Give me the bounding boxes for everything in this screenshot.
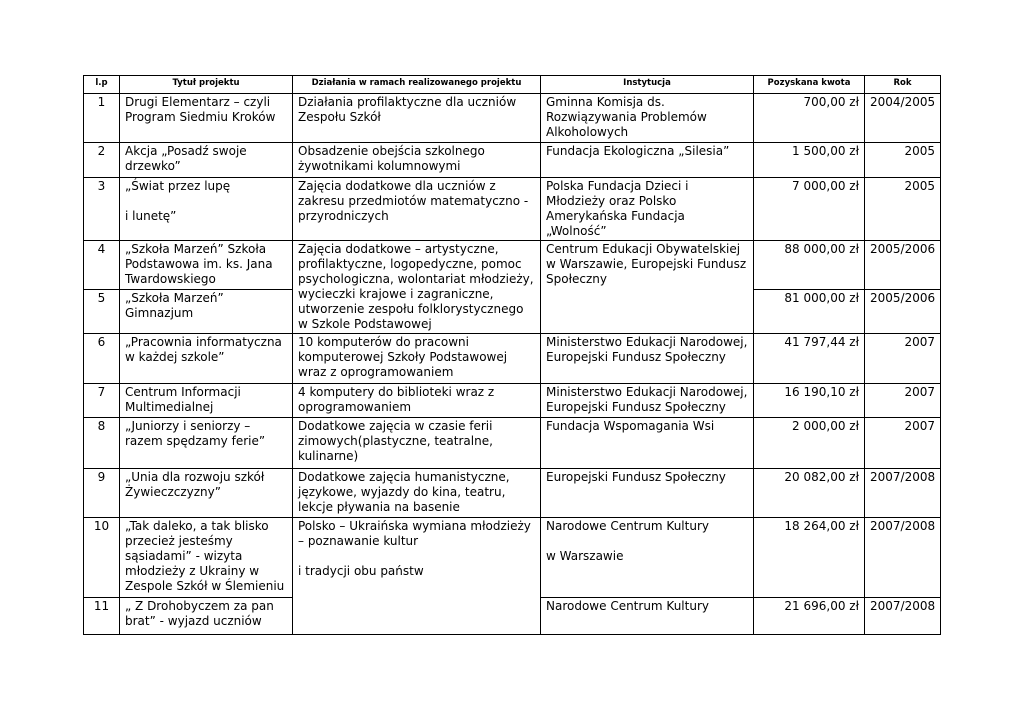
table-row	[84, 469, 941, 518]
row-title: Centrum Informacji Multimedialnej	[120, 384, 293, 418]
table-row	[84, 94, 941, 143]
row-lp: 7	[84, 384, 120, 418]
row-institution: Fundacja Wspomagania Wsi	[541, 418, 754, 469]
row-title-line: i lunetę”	[125, 209, 177, 223]
row-year: 2005/2006	[865, 290, 941, 334]
row-amount: 18 264,00 zł	[754, 518, 865, 598]
row-actions: Obsadzenie obejścia szkolnego żywotnikami kolumnowymi	[293, 143, 541, 178]
row-year: 2007/2008	[865, 598, 941, 635]
row-actions: Zajęcia dodatkowe – artystyczne, profilaktyczne, logopedyczne, pomoc psychologiczna, wolontariat młodzieży, wycieczki krajowe i zagraniczne, utworzenie zespołu folklorystycznego w Szkole Podstawowej	[293, 241, 541, 334]
table-header-row	[84, 76, 941, 94]
row-amount: 88 000,00 zł	[754, 241, 865, 290]
row-amount: 41 797,44 zł	[754, 334, 865, 384]
header-year: Rok	[865, 76, 941, 94]
row-year: 2005/2006	[865, 241, 941, 290]
row-amount: 2 000,00 zł	[754, 418, 865, 469]
row-institution-line: w Warszawie	[546, 549, 624, 563]
row-lp: 3	[84, 178, 120, 241]
row-institution: Centrum Edukacji Obywatelskiej w Warszawie, Europejski Fundusz Społeczny	[541, 241, 754, 334]
row-lp: 10	[84, 518, 120, 598]
row-actions: Dodatkowe zajęcia w czasie ferii zimowych(plastyczne, teatralne, kulinarne)	[293, 418, 541, 469]
row-year: 2004/2005	[865, 94, 941, 143]
row-title	[120, 178, 293, 241]
row-institution: Gminna Komisja ds. Rozwiązywania Problemów Alkoholowych	[541, 94, 754, 143]
row-lp: 1	[84, 94, 120, 143]
row-title: „Unia dla rozwoju szkół Żywieczczyzny”	[120, 469, 293, 518]
row-amount: 700,00 zł	[754, 94, 865, 143]
row-actions: Dodatkowe zajęcia humanistyczne, językowe, wyjazdy do kina, teatru, lekcje pływania na basenie	[293, 469, 541, 518]
table-row	[84, 143, 941, 178]
row-year: 2005	[865, 178, 941, 241]
row-title: „ Z Drohobyczem za pan brat” - wyjazd uczniów	[120, 598, 293, 635]
row-actions-line: Polsko – Ukraińska wymiana młodzieży – poznawanie kultur	[298, 519, 531, 548]
row-title: „Tak daleko, a tak blisko przecież jesteśmy sąsiadami” - wizyta młodzieży z Ukrainy w Zespole Szkół w Ślemieniu	[120, 518, 293, 598]
row-year: 2007/2008	[865, 469, 941, 518]
header-lp: l.p	[84, 76, 120, 94]
row-lp: 8	[84, 418, 120, 469]
row-amount: 21 696,00 zł	[754, 598, 865, 635]
row-institution: Ministerstwo Edukacji Narodowej, Europejski Fundusz Społeczny	[541, 334, 754, 384]
row-title: „Juniorzy i seniorzy – razem spędzamy ferie”	[120, 418, 293, 469]
table-row	[84, 518, 941, 598]
header-title: Tytuł projektu	[120, 76, 293, 94]
row-lp: 6	[84, 334, 120, 384]
row-institution: Polska Fundacja Dzieci i Młodzieży oraz Polsko Amerykańska Fundacja „Wolność”	[541, 178, 754, 241]
row-institution: Fundacja Ekologiczna „Silesia”	[541, 143, 754, 178]
row-institution	[541, 518, 754, 598]
row-actions	[293, 518, 541, 635]
row-year: 2007/2008	[865, 518, 941, 598]
row-title: „Szkoła Marzeń” Szkoła Podstawowa im. ks. Jana Twardowskiego	[120, 241, 293, 290]
row-actions: 10 komputerów do pracowni komputerowej Szkoły Podstawowej wraz z oprogramowaniem	[293, 334, 541, 384]
row-actions: Działania profilaktyczne dla uczniów Zespołu Szkół	[293, 94, 541, 143]
header-amount: Pozyskana kwota	[754, 76, 865, 94]
row-lp: 4	[84, 241, 120, 290]
row-institution-line: Narodowe Centrum Kultury	[546, 519, 709, 533]
row-institution: Narodowe Centrum Kultury	[541, 598, 754, 635]
row-actions: Zajęcia dodatkowe dla uczniów z zakresu przedmiotów matematyczno - przyrodniczych	[293, 178, 541, 241]
row-institution: Europejski Fundusz Społeczny	[541, 469, 754, 518]
table-row	[84, 334, 941, 384]
row-amount: 7 000,00 zł	[754, 178, 865, 241]
header-actions: Działania w ramach realizowanego projektu	[293, 76, 541, 94]
header-institution: Instytucja	[541, 76, 754, 94]
row-year: 2007	[865, 384, 941, 418]
row-lp: 2	[84, 143, 120, 178]
row-lp: 5	[84, 290, 120, 334]
row-year: 2007	[865, 334, 941, 384]
row-title-line: „Świat przez lupę	[125, 179, 231, 193]
row-title: Drugi Elementarz – czyli Program Siedmiu Kroków	[120, 94, 293, 143]
row-lp: 11	[84, 598, 120, 635]
row-actions: 4 komputery do biblioteki wraz z oprogramowaniem	[293, 384, 541, 418]
row-amount: 81 000,00 zł	[754, 290, 865, 334]
table-row	[84, 241, 941, 290]
row-title: Akcja „Posadź swoje drzewko”	[120, 143, 293, 178]
row-title: „Szkoła Marzeń” Gimnazjum	[120, 290, 293, 334]
table-row	[84, 384, 941, 418]
projects-table	[83, 75, 941, 635]
row-amount: 20 082,00 zł	[754, 469, 865, 518]
row-amount: 1 500,00 zł	[754, 143, 865, 178]
row-year: 2007	[865, 418, 941, 469]
row-actions-line: i tradycji obu państw	[298, 564, 424, 578]
table-row	[84, 178, 941, 241]
table-row	[84, 418, 941, 469]
row-amount: 16 190,10 zł	[754, 384, 865, 418]
row-lp: 9	[84, 469, 120, 518]
row-year: 2005	[865, 143, 941, 178]
row-title: „Pracownia informatyczna w każdej szkole”	[120, 334, 293, 384]
row-institution: Ministerstwo Edukacji Narodowej, Europejski Fundusz Społeczny	[541, 384, 754, 418]
